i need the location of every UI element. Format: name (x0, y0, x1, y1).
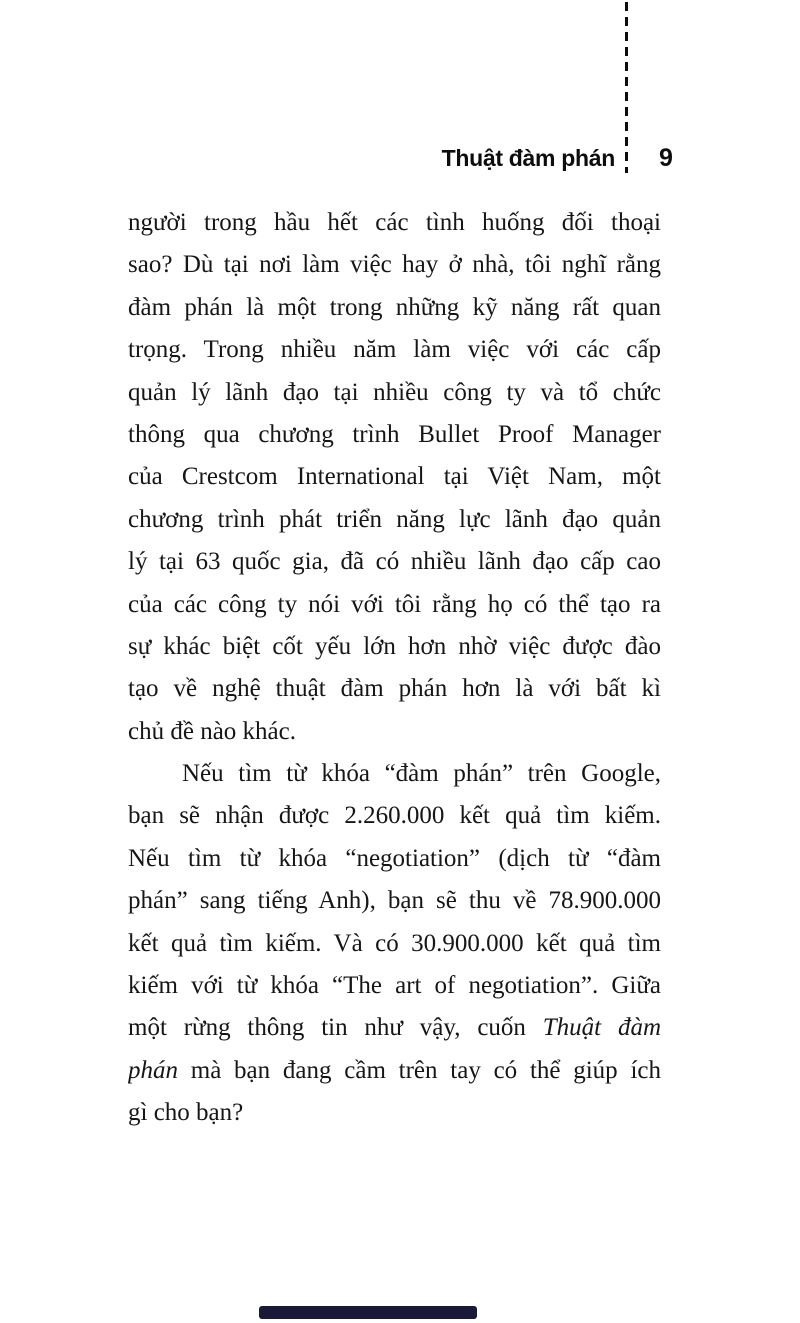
text-line (128, 584, 661, 626)
text-segment: phán” sang tiếng Anh), bạn sẽ thu về 78.900.000 (128, 887, 661, 915)
text-line (128, 499, 661, 541)
text-line (128, 1050, 661, 1092)
text-line (128, 923, 661, 965)
text-segment: người trong hầu hết các tình huống đối thoại (128, 209, 661, 236)
text-segment: đàm phán là một trong những kỹ năng rất quan (128, 293, 661, 321)
text-segment: kiếm với từ khóa “The art of negotiation”. Giữa (128, 972, 661, 1000)
text-line (128, 1092, 661, 1134)
book-title-italic: phán (128, 1056, 178, 1084)
text-line (128, 541, 661, 583)
running-title: Thuật đàm phán (441, 145, 615, 171)
text-segment: thông qua chương trình Bullet Proof Manager (128, 420, 661, 448)
text-segment: của các công ty nói với tôi rằng họ có thể tạo ra (128, 590, 661, 618)
text-line (128, 626, 661, 668)
text-line (128, 753, 661, 795)
text-segment: lý tại 63 quốc gia, đã có nhiều lãnh đạo cấp cao (128, 548, 661, 576)
text-line (128, 668, 661, 710)
text-line (128, 711, 661, 753)
text-line (128, 287, 661, 329)
footer-bar (259, 1306, 477, 1319)
text-segment: tạo về nghệ thuật đàm phán hơn là với bất kì (128, 675, 661, 703)
text-segment: Nếu tìm từ khóa “đàm phán” trên Google, (182, 760, 661, 788)
text-line (128, 838, 661, 880)
text-line (128, 202, 661, 244)
text-line (128, 456, 661, 498)
text-segment: chương trình phát triển năng lực lãnh đạo quản (128, 505, 661, 533)
body-text (128, 202, 661, 1135)
text-line (128, 965, 661, 1007)
text-segment: quản lý lãnh đạo tại nhiều công ty và tổ chức (128, 378, 661, 406)
text-segment: sao? Dù tại nơi làm việc hay ở nhà, tôi nghĩ rằng (128, 251, 661, 279)
text-segment: kết quả tìm kiếm. Và có 30.900.000 kết quả tìm (128, 929, 661, 957)
text-line (128, 244, 661, 286)
text-line (128, 329, 661, 371)
text-line (128, 795, 661, 837)
text-line (128, 372, 661, 414)
text-segment: mà bạn đang cầm trên tay có thể giúp ích (178, 1056, 661, 1084)
text-segment: gì cho bạn? (128, 1099, 244, 1127)
text-segment: của Crestcom International tại Việt Nam, một (128, 463, 661, 491)
text-segment: trọng. Trong nhiều năm làm việc với các cấp (128, 336, 661, 364)
text-line (128, 880, 661, 922)
text-segment: sự khác biệt cốt yếu lớn hơn nhờ việc được đào (128, 632, 661, 660)
text-line (128, 414, 661, 456)
text-segment: một rừng thông tin như vậy, cuốn (128, 1014, 543, 1042)
book-title-italic: Thuật đàm (542, 1014, 661, 1042)
text-segment: chủ đề nào khác. (128, 717, 296, 745)
page-number: 9 (659, 144, 673, 172)
dashed-divider (625, 2, 628, 173)
text-line (128, 1007, 661, 1049)
text-segment: Nếu tìm từ khóa “negotiation” (dịch từ “đàm (128, 844, 661, 872)
text-segment: bạn sẽ nhận được 2.260.000 kết quả tìm kiếm. (128, 802, 661, 830)
